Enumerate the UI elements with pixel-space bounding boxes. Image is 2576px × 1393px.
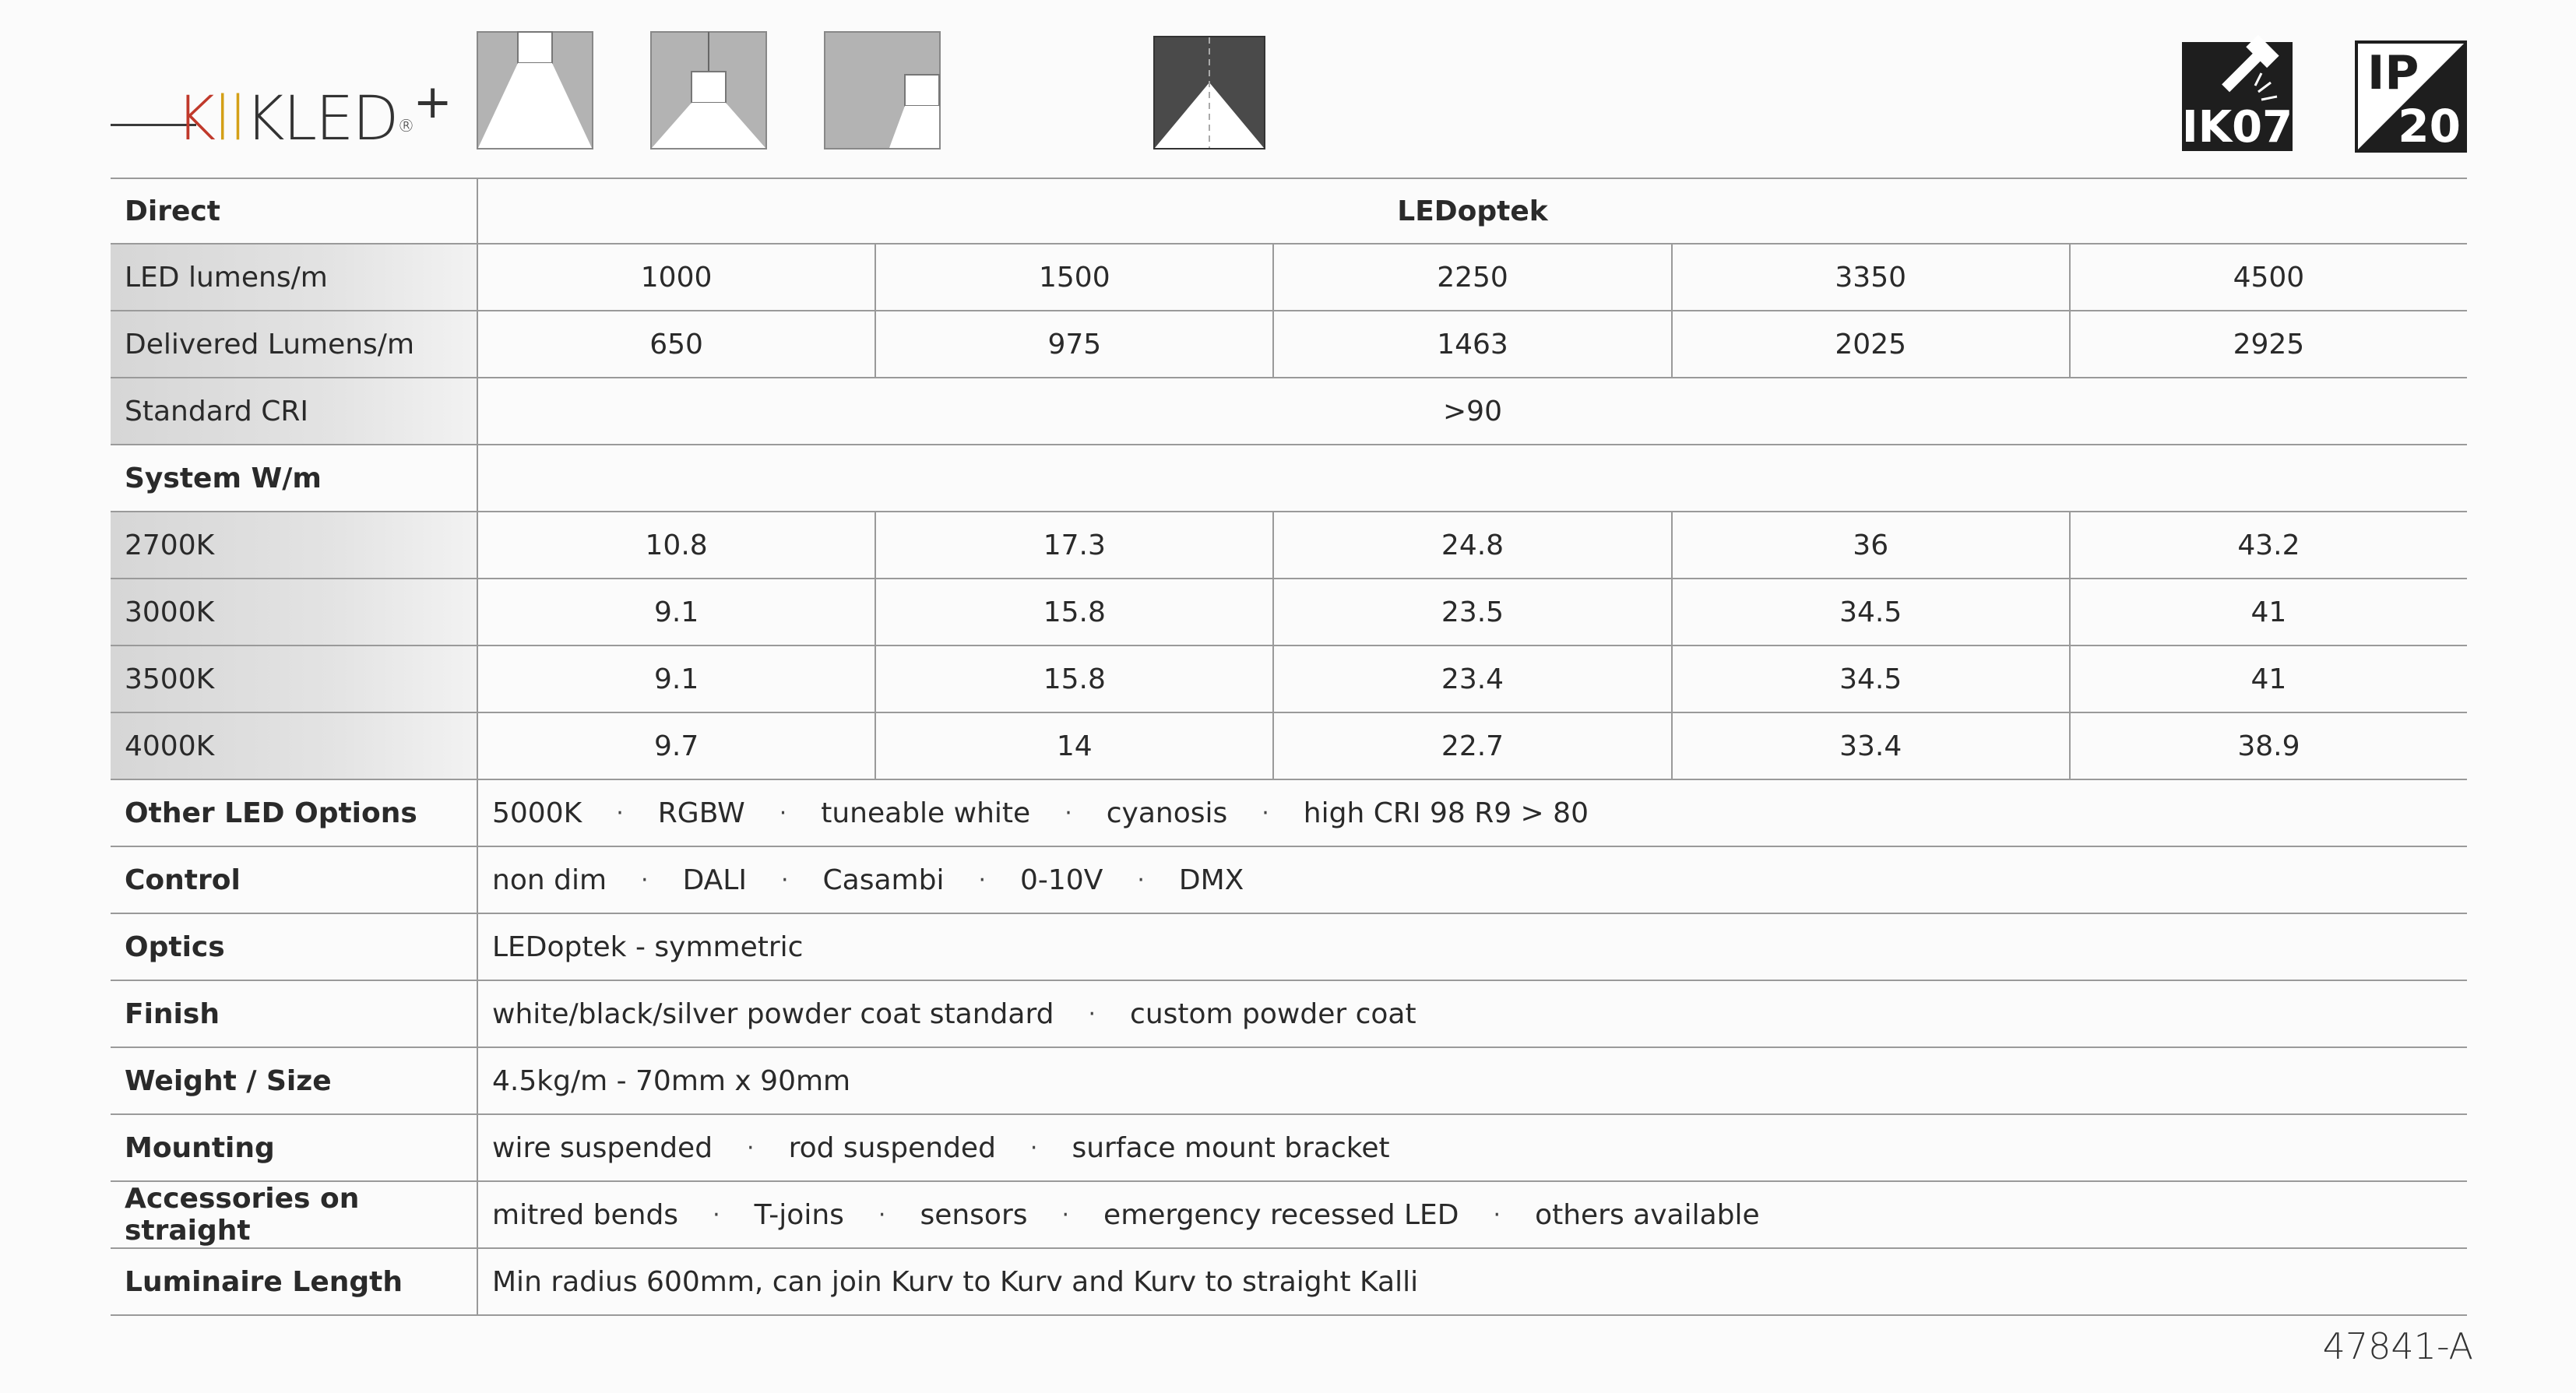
row-label: Delivered Lumens/m bbox=[111, 311, 478, 377]
table-cell: 10.8 bbox=[478, 512, 876, 578]
option-item: custom powder coat bbox=[1130, 997, 1416, 1030]
row-label: Accessories on straight bbox=[111, 1182, 478, 1247]
option-list bbox=[478, 1115, 2467, 1180]
option-item: Casambi bbox=[822, 864, 945, 896]
table-cell: 22.7 bbox=[1274, 713, 1672, 779]
option-item: 4.5kg/m - 70mm x 90mm bbox=[492, 1064, 851, 1097]
option-item: mitred bends bbox=[492, 1198, 679, 1231]
option-item: DMX bbox=[1178, 864, 1244, 896]
system-w-value bbox=[478, 445, 2467, 511]
profile-recessed-icon bbox=[477, 31, 593, 153]
separator-dot: · bbox=[878, 1201, 886, 1229]
option-item: emergency recessed LED bbox=[1103, 1198, 1459, 1231]
row-label: 2700K bbox=[111, 512, 478, 578]
table-cell: 23.5 bbox=[1274, 579, 1672, 645]
option-item: Min radius 600mm, can join Kurv to Kurv and Kurv to straight Kalli bbox=[492, 1265, 1419, 1298]
table-cell: 14 bbox=[876, 713, 1274, 779]
table-cell: 38.9 bbox=[2237, 730, 2300, 762]
option-list bbox=[478, 1249, 2467, 1314]
profile-wall-icon bbox=[824, 31, 941, 153]
row-label: Luminaire Length bbox=[111, 1249, 478, 1314]
option-item: DALI bbox=[682, 864, 747, 896]
row-label: 3000K bbox=[111, 579, 478, 645]
row-label: Other LED Options bbox=[111, 780, 478, 846]
separator-dot: · bbox=[713, 1201, 720, 1229]
row-label: Standard CRI bbox=[111, 378, 478, 444]
table-cell: 4500 bbox=[2233, 261, 2305, 294]
row-label: Control bbox=[111, 847, 478, 913]
row-values bbox=[478, 244, 2467, 310]
option-list bbox=[478, 847, 2467, 913]
table-cell: 1000 bbox=[478, 244, 876, 310]
table-cell: 1500 bbox=[876, 244, 1274, 310]
wattage-row bbox=[111, 646, 2467, 713]
option-item: surface mount bracket bbox=[1072, 1131, 1390, 1164]
table-header-row bbox=[111, 178, 2467, 244]
ip20-badge-icon bbox=[2355, 40, 2467, 156]
option-list bbox=[478, 1048, 2467, 1113]
spec-table bbox=[111, 178, 2467, 1316]
row-label: 3500K bbox=[111, 646, 478, 712]
row-values bbox=[478, 646, 2467, 712]
separator-dot: · bbox=[747, 1134, 755, 1162]
option-item: non dim bbox=[492, 864, 607, 896]
option-list bbox=[478, 981, 2467, 1047]
option-item: rod suspended bbox=[788, 1131, 996, 1164]
option-item: others available bbox=[1535, 1198, 1760, 1231]
table-cell: 2025 bbox=[1673, 311, 2071, 377]
brand-logo bbox=[176, 75, 451, 154]
row-values bbox=[478, 311, 2467, 377]
separator-dot: · bbox=[779, 799, 787, 827]
system-w-row bbox=[111, 445, 2467, 512]
optic-type: LEDoptek bbox=[1397, 195, 1548, 227]
logo-plus: + bbox=[413, 75, 451, 129]
wattage-row bbox=[111, 713, 2467, 780]
cri-row bbox=[111, 378, 2467, 445]
wattage-row bbox=[111, 512, 2467, 579]
table-cell: 2250 bbox=[1274, 244, 1672, 310]
profile-direct-dark-icon bbox=[1153, 36, 1265, 153]
row-values bbox=[478, 512, 2467, 578]
table-cell: 9.1 bbox=[478, 646, 876, 712]
table-cell: 3350 bbox=[1673, 244, 2071, 310]
option-item: 0-10V bbox=[1020, 864, 1103, 896]
option-item: cyanosis bbox=[1106, 797, 1228, 829]
row-label: Weight / Size bbox=[111, 1048, 478, 1113]
option-row bbox=[111, 1115, 2467, 1182]
profile-suspended-icon bbox=[650, 31, 767, 153]
separator-dot: · bbox=[978, 866, 986, 894]
separator-dot: · bbox=[641, 866, 649, 894]
separator-dot: · bbox=[1137, 866, 1145, 894]
table-cell: 41 bbox=[2250, 596, 2287, 628]
logo-registered: ® bbox=[397, 117, 413, 136]
metric-row bbox=[111, 311, 2467, 378]
option-list bbox=[478, 1182, 2467, 1247]
separator-dot: · bbox=[1262, 799, 1269, 827]
table-cell: 36 bbox=[1673, 512, 2071, 578]
option-item: high CRI 98 R9 > 80 bbox=[1303, 797, 1589, 829]
table-cell: 15.8 bbox=[876, 646, 1274, 712]
separator-dot: · bbox=[1061, 1201, 1070, 1229]
row-label: Direct bbox=[111, 179, 478, 243]
option-row bbox=[111, 780, 2467, 847]
table-cell: 43.2 bbox=[2237, 529, 2300, 561]
row-label: 4000K bbox=[111, 713, 478, 779]
table-cell: 15.8 bbox=[876, 579, 1274, 645]
option-row bbox=[111, 914, 2467, 981]
wattage-row bbox=[111, 579, 2467, 646]
row-label: System W/m bbox=[111, 445, 478, 511]
option-list bbox=[478, 780, 2467, 846]
row-label: Finish bbox=[111, 981, 478, 1047]
option-row bbox=[111, 1249, 2467, 1316]
table-cell: 33.4 bbox=[1673, 713, 2071, 779]
row-label: Mounting bbox=[111, 1115, 478, 1180]
logo-k: K bbox=[176, 84, 215, 154]
row-label: LED lumens/m bbox=[111, 244, 478, 310]
table-cell: 23.4 bbox=[1274, 646, 1672, 712]
table-cell: 1463 bbox=[1274, 311, 1672, 377]
option-item: RGBW bbox=[657, 797, 745, 829]
cri-value: >90 bbox=[1443, 395, 1502, 427]
option-row bbox=[111, 1048, 2467, 1115]
separator-dot: · bbox=[1029, 1134, 1038, 1162]
table-cell: 9.1 bbox=[478, 579, 876, 645]
separator-dot: · bbox=[1088, 1000, 1096, 1028]
separator-dot: · bbox=[780, 866, 789, 894]
option-item: wire suspended bbox=[492, 1131, 713, 1164]
logo-ll: ll bbox=[214, 84, 245, 154]
metric-row bbox=[111, 244, 2467, 311]
header bbox=[0, 0, 2576, 178]
row-label: Optics bbox=[111, 914, 478, 980]
option-item: 5000K bbox=[492, 797, 582, 829]
table-cell: 41 bbox=[2250, 663, 2287, 695]
table-cell: 650 bbox=[478, 311, 876, 377]
separator-dot: · bbox=[1493, 1201, 1501, 1229]
option-item: T-joins bbox=[754, 1198, 844, 1231]
separator-dot: · bbox=[1065, 799, 1072, 827]
option-list bbox=[478, 914, 2467, 980]
row-values bbox=[478, 713, 2467, 779]
option-row bbox=[111, 1182, 2467, 1249]
separator-dot: · bbox=[616, 799, 624, 827]
option-item: sensors bbox=[920, 1198, 1028, 1231]
option-row bbox=[111, 981, 2467, 1048]
table-cell: 975 bbox=[876, 311, 1274, 377]
table-cell: 9.7 bbox=[478, 713, 876, 779]
ik07-badge-icon bbox=[2180, 31, 2294, 156]
document-number: 47841-A bbox=[2322, 1325, 2473, 1367]
ip-top-label: IP bbox=[2367, 46, 2419, 100]
ip-bottom-label: 20 bbox=[2398, 100, 2461, 153]
option-row bbox=[111, 847, 2467, 914]
table-cell: 24.8 bbox=[1274, 512, 1672, 578]
option-item: white/black/silver powder coat standard bbox=[492, 997, 1054, 1030]
table-cell: 34.5 bbox=[1673, 579, 2071, 645]
table-cell: 2925 bbox=[2233, 328, 2305, 361]
table-cell: 34.5 bbox=[1673, 646, 2071, 712]
logo-rest: KLED bbox=[245, 84, 398, 154]
table-cell: 17.3 bbox=[876, 512, 1274, 578]
row-values bbox=[478, 579, 2467, 645]
option-item: LEDoptek - symmetric bbox=[492, 930, 804, 963]
option-item: tuneable white bbox=[821, 797, 1031, 829]
ik-label: IK07 bbox=[2181, 102, 2293, 153]
